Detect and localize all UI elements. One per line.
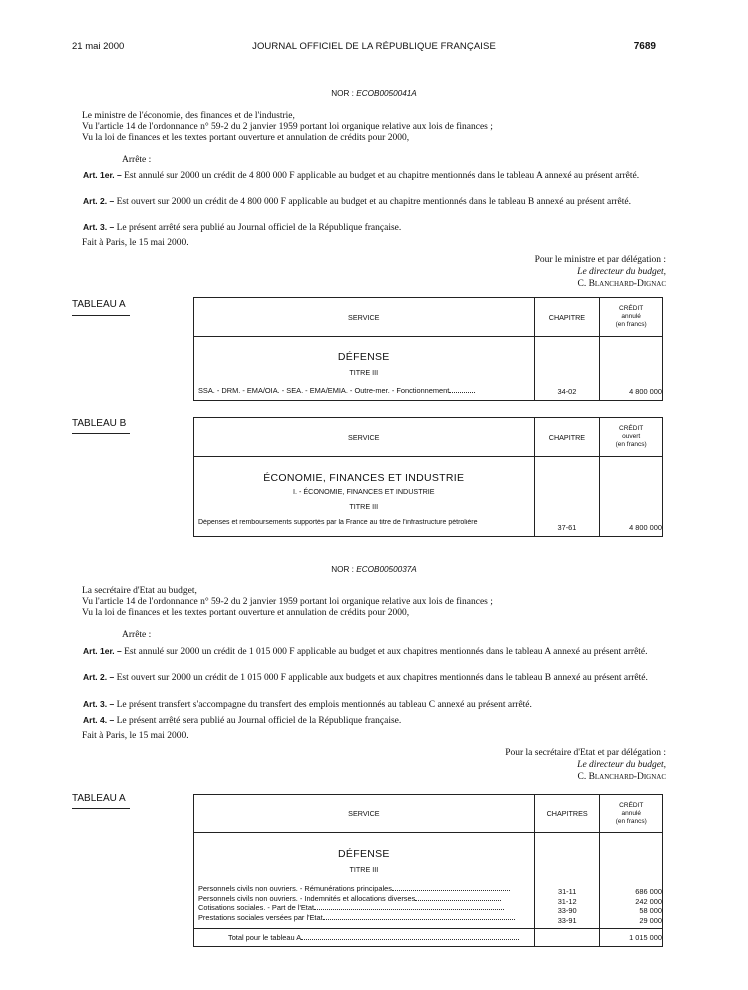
signature-line: Pour la secrétaire d'Etat et par délégation : [505,748,666,758]
service-line: Cotisations sociales. - Part de l'Etat [198,903,530,913]
table-row [194,337,535,401]
nor-label: NOR : [331,565,354,574]
signatory-name: C. Blanchard-Dignac [577,279,666,289]
total-credit-cell: 1 015 000 [600,929,663,947]
chapitre-cell: 31-11 31-12 33-90 33-91 [534,833,600,929]
page-number: 7689 [633,41,656,52]
article [72,196,672,207]
article-text: Est ouvert sur 2000 un crédit de 4 800 000 F applicable au budget et au chapitre mentionnés dans le tableau B annexé au présent arrêté. [116,197,631,207]
nor-reference [0,565,748,574]
col-header-credit: CRÉDIT annulé (en francs) [600,298,663,337]
total-label: Total pour le tableau A [228,933,302,942]
article [72,170,672,181]
table-b-economie [193,417,663,537]
place-date: Fait à Paris, le 15 mai 2000. [82,238,189,248]
article-text: Le présent transfert s'accompagne du transfert des emplois mentionnés au tableau C annexé au présent arrêté. [116,700,532,710]
col-header-service: SERVICE [194,298,535,337]
service-line: SSA. - DRM. - EMA/OIA. - SEA. - EMA/EMIA. - Outre-mer. - Fonctionnement [198,386,530,395]
titre-label: TITRE III [349,502,379,511]
article-number: Art. 2. – [83,196,115,206]
table-a-defense-chapitres [193,794,663,947]
titre-label: TITRE III [349,368,379,377]
service-line: Personnels civils non ouvriers. - Indemnités et allocations diverses [198,894,530,904]
signatory-name: C. Blanchard-Dignac [577,772,666,782]
arrete-label: Arrête : [122,630,152,640]
signature-title: Le directeur du budget, [577,267,666,277]
service-line: Prestations sociales versées par l'Etat [198,913,530,923]
article-number: Art. 1er. – [83,646,122,656]
intro-line: La secrétaire d'Etat au budget, [82,586,197,596]
nor-label: NOR : [331,89,354,98]
table-label: TABLEAU A [72,793,126,804]
article-number: Art. 2. – [83,672,115,682]
journal-title: JOURNAL OFFICIEL DE LA RÉPUBLIQUE FRANÇAISE [252,41,496,52]
table-label: TABLEAU A [72,299,126,310]
credit-cell: 4 800 000 [600,337,663,401]
intro-line: Vu l'article 14 de l'ordonnance n° 59-2 du 2 janvier 1959 portant loi organique relative aux lois de finances ; [82,597,493,607]
credit-cell: 686 000 242 000 58 000 29 000 [600,833,663,929]
place-date: Fait à Paris, le 15 mai 2000. [82,731,189,741]
article-number: Art. 3. – [83,222,115,232]
col-header-credit: CRÉDIT ouvert (en francs) [600,418,663,457]
signature-title: Le directeur du budget, [577,760,666,770]
total-chapitre-cell [534,929,600,947]
service-line: Personnels civils non ouvriers. - Rémunérations principales [198,884,530,894]
col-header-service: SERVICE [194,795,535,833]
signature-block [505,747,666,783]
col-header-service: SERVICE [194,418,535,457]
article-number: Art. 3. – [83,699,115,709]
signature-block [535,254,666,290]
article [72,715,672,726]
nor-code: ECOB0050037A [356,565,417,574]
label-rule [72,433,130,434]
article [72,672,672,683]
service-line: Dépenses et remboursements supportés par la France au titre de l'infrastructure pétrolière [198,519,478,526]
intro-line: Vu l'article 14 de l'ordonnance n° 59-2 du 2 janvier 1959 portant loi organique relative aux lois de finances ; [82,122,493,132]
nor-code: ECOB0050041A [356,89,417,98]
titre-label: TITRE III [349,865,379,874]
article-number: Art. 4. – [83,715,115,725]
table-row [194,833,535,929]
article [72,646,672,657]
label-rule [72,808,130,809]
table-a-defense [193,297,663,401]
article-text: Est annulé sur 2000 un crédit de 1 015 000 F applicable au budget et aux chapitres mentionnés dans le tableau A annexé au présent arrêté. [124,647,648,657]
credit-cell: 4 800 000 [600,457,663,537]
table-label: TABLEAU B [72,418,127,429]
table-row [194,457,535,537]
article-text: Le présent arrêté sera publié au Journal officiel de la République française. [116,223,402,233]
section-title: DÉFENSE [337,351,390,363]
section-title: ÉCONOMIE, FINANCES ET INDUSTRIE [263,472,465,484]
subsection-title: I. - ÉCONOMIE, FINANCES ET INDUSTRIE [292,487,435,496]
article [72,222,672,233]
nor-reference [0,89,748,98]
article-text: Le présent arrêté sera publié au Journal officiel de la République française. [116,716,402,726]
header-date: 21 mai 2000 [72,41,125,52]
col-header-chapitre: CHAPITRE [534,418,600,457]
col-header-chapitre: CHAPITRES [534,795,600,833]
chapitre-cell: 34-02 [534,337,600,401]
signature-line: Pour le ministre et par délégation : [534,255,666,265]
total-row [194,929,535,947]
article-text: Est annulé sur 2000 un crédit de 4 800 000 F applicable au budget et au chapitre mentionnés dans le tableau A annexé au présent arrêté. [124,171,640,181]
article-number: Art. 1er. – [83,170,122,180]
chapitre-cell: 37-61 [534,457,600,537]
section-title: DÉFENSE [338,848,390,860]
intro-line: Vu la loi de finances et les textes portant ouverture et annulation de crédits pour 2000, [82,608,410,618]
intro-line: Vu la loi de finances et les textes portant ouverture et annulation de crédits pour 2000, [82,133,410,143]
col-header-chapitre: CHAPITRE [534,298,600,337]
article-text: Est ouvert sur 2000 un crédit de 1 015 000 F applicable aux budgets et aux chapitres mentionnés dans le tableau B annexé au présent arrêté. [116,673,648,683]
label-rule [72,315,130,316]
col-header-credit: CRÉDIT annulé (en francs) [600,795,663,833]
article [72,699,672,710]
arrete-label: Arrête : [122,155,152,165]
intro-line: Le ministre de l'économie, des finances et de l'industrie, [82,111,295,121]
